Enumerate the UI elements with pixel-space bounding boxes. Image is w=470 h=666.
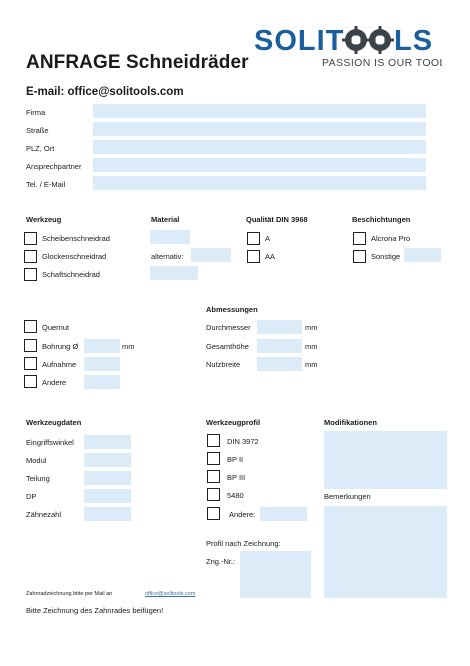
werkzeugdaten-heading: Werkzeugdaten (26, 418, 82, 427)
qualitaet-aa-checkbox[interactable] (247, 250, 260, 263)
qualitaet-a-checkbox[interactable] (247, 232, 260, 245)
din3972-checkbox[interactable] (207, 434, 220, 447)
label-firma: Firma (26, 108, 46, 117)
schaftschneidrad-label: Schaftschneidrad (42, 270, 100, 279)
glockenschneidrad-label: Glockenschneidrad (42, 252, 107, 261)
footer-email-link[interactable]: office@solitools.com (145, 591, 196, 597)
gesamthoehe-field[interactable] (257, 339, 302, 353)
footer-note: Zahnradzeichnung bitte per Mail an (26, 591, 113, 597)
zaehnezahl-field[interactable] (84, 507, 131, 521)
dp-label: DP (26, 492, 37, 501)
gesamthoehe-unit: mm (305, 342, 318, 351)
alternativ-label: alternativ: (151, 252, 184, 261)
p5480-checkbox[interactable] (207, 488, 220, 501)
modul-label: Modul (26, 456, 47, 465)
nutzbreite-label: Nutzbreite (206, 360, 241, 369)
qualitaet-aa-label: AA (265, 252, 276, 261)
solitools-logo (252, 22, 442, 70)
profil-andere-label: Andere: (229, 510, 256, 519)
alternativ-field[interactable] (191, 248, 231, 262)
alcrona-pro-checkbox[interactable] (353, 232, 366, 245)
material-extra-field[interactable] (150, 266, 198, 280)
scheibenschneidrad-label: Scheibenschneidrad (42, 234, 110, 243)
alcrona-pro-label: Alcrona Pro (371, 234, 411, 243)
modul-field[interactable] (84, 453, 131, 467)
bemerkungen-field[interactable] (324, 506, 447, 598)
bohrung-unit: mm (122, 342, 135, 351)
plz-ort-field[interactable] (93, 140, 426, 154)
profil-nach-zeichnung-label: Profil nach Zeichnung: (206, 539, 281, 548)
aufnahme-checkbox[interactable] (24, 357, 37, 370)
gesamthoehe-label: Gesamthöhe (206, 342, 249, 351)
schaftschneidrad-checkbox[interactable] (24, 268, 37, 281)
modifikationen-field[interactable] (324, 431, 447, 489)
page-title: ANFRAGE Schneidräder (26, 52, 249, 73)
aufnahme-label: Aufnahme (42, 360, 77, 369)
bohrung-label: Bohrung Ø (42, 342, 79, 351)
quernut-checkbox[interactable] (24, 320, 37, 333)
nutzbreite-field[interactable] (257, 357, 302, 371)
material-heading: Material (151, 215, 180, 224)
modifikationen-heading: Modifikationen (324, 418, 377, 427)
contact-email: E-mail: office@solitools.com (26, 86, 184, 98)
qualitaet-a-label: A (265, 234, 271, 243)
teilung-field[interactable] (84, 471, 131, 485)
svg-text:LS: LS (394, 25, 434, 57)
zaehnezahl-label: Zähnezahl (26, 510, 62, 519)
andere-checkbox[interactable] (24, 375, 37, 388)
eingriffswinkel-field[interactable] (84, 435, 131, 449)
profil-andere-field[interactable] (260, 507, 307, 521)
bohrung-field[interactable] (84, 339, 120, 353)
durchmesser-label: Durchmesser (206, 323, 251, 332)
bp3-label: BP III (227, 473, 246, 482)
aufnahme-field[interactable] (84, 357, 120, 371)
p5480-label: 5480 (227, 491, 244, 500)
bohrung-checkbox[interactable] (24, 339, 37, 352)
sonstige-label: Sonstige (371, 252, 401, 261)
andere-label: Andere (42, 378, 67, 387)
durchmesser-unit: mm (305, 323, 318, 332)
dp-field[interactable] (84, 489, 131, 503)
sonstige-checkbox[interactable] (353, 250, 366, 263)
bp3-checkbox[interactable] (207, 470, 220, 483)
din3972-label: DIN 3972 (227, 437, 259, 446)
svg-text:SOLIT: SOLIT (254, 25, 345, 57)
werkzeug-heading: Werkzeug (26, 215, 62, 224)
footer-instruction: Bitte Zeichnung des Zahnrades beifügen! (26, 606, 164, 615)
label-ansprechpartner: Ansprechpartner (26, 162, 82, 171)
quernut-label: Quernut (42, 323, 70, 332)
bp2-label: BP II (227, 455, 244, 464)
bp2-checkbox[interactable] (207, 452, 220, 465)
tel-email-field[interactable] (93, 176, 426, 190)
zng-nr-field[interactable] (240, 551, 311, 598)
werkzeugprofil-heading: Werkzeugprofil (206, 418, 261, 427)
glockenschneidrad-checkbox[interactable] (24, 250, 37, 263)
zng-nr-label: Zng.-Nr.: (206, 557, 236, 566)
ansprechpartner-field[interactable] (93, 158, 426, 172)
sonstige-field[interactable] (404, 248, 441, 262)
profil-andere-checkbox[interactable] (207, 507, 220, 520)
label-tel-email: Tel. / E-Mail (26, 180, 66, 189)
bemerkungen-heading: Bemerkungen (324, 492, 371, 501)
label-plz-ort: PLZ, Ort (26, 144, 55, 153)
teilung-label: Teilung (26, 474, 50, 483)
eingriffswinkel-label: Eingriffswinkel (26, 438, 74, 447)
logo-tagline: PASSION IS OUR TOOL (322, 57, 442, 69)
durchmesser-field[interactable] (257, 320, 302, 334)
beschichtungen-heading: Beschichtungen (352, 215, 411, 224)
qualitaet-heading: Qualität DIN 3968 (246, 215, 308, 224)
nutzbreite-unit: mm (305, 360, 318, 369)
strasse-field[interactable] (93, 122, 426, 136)
material-field[interactable] (150, 230, 190, 244)
scheibenschneidrad-checkbox[interactable] (24, 232, 37, 245)
label-strasse: Straße (26, 126, 49, 135)
andere-field[interactable] (84, 375, 120, 389)
abmessungen-heading: Abmessungen (206, 305, 258, 314)
firma-field[interactable] (93, 104, 426, 118)
